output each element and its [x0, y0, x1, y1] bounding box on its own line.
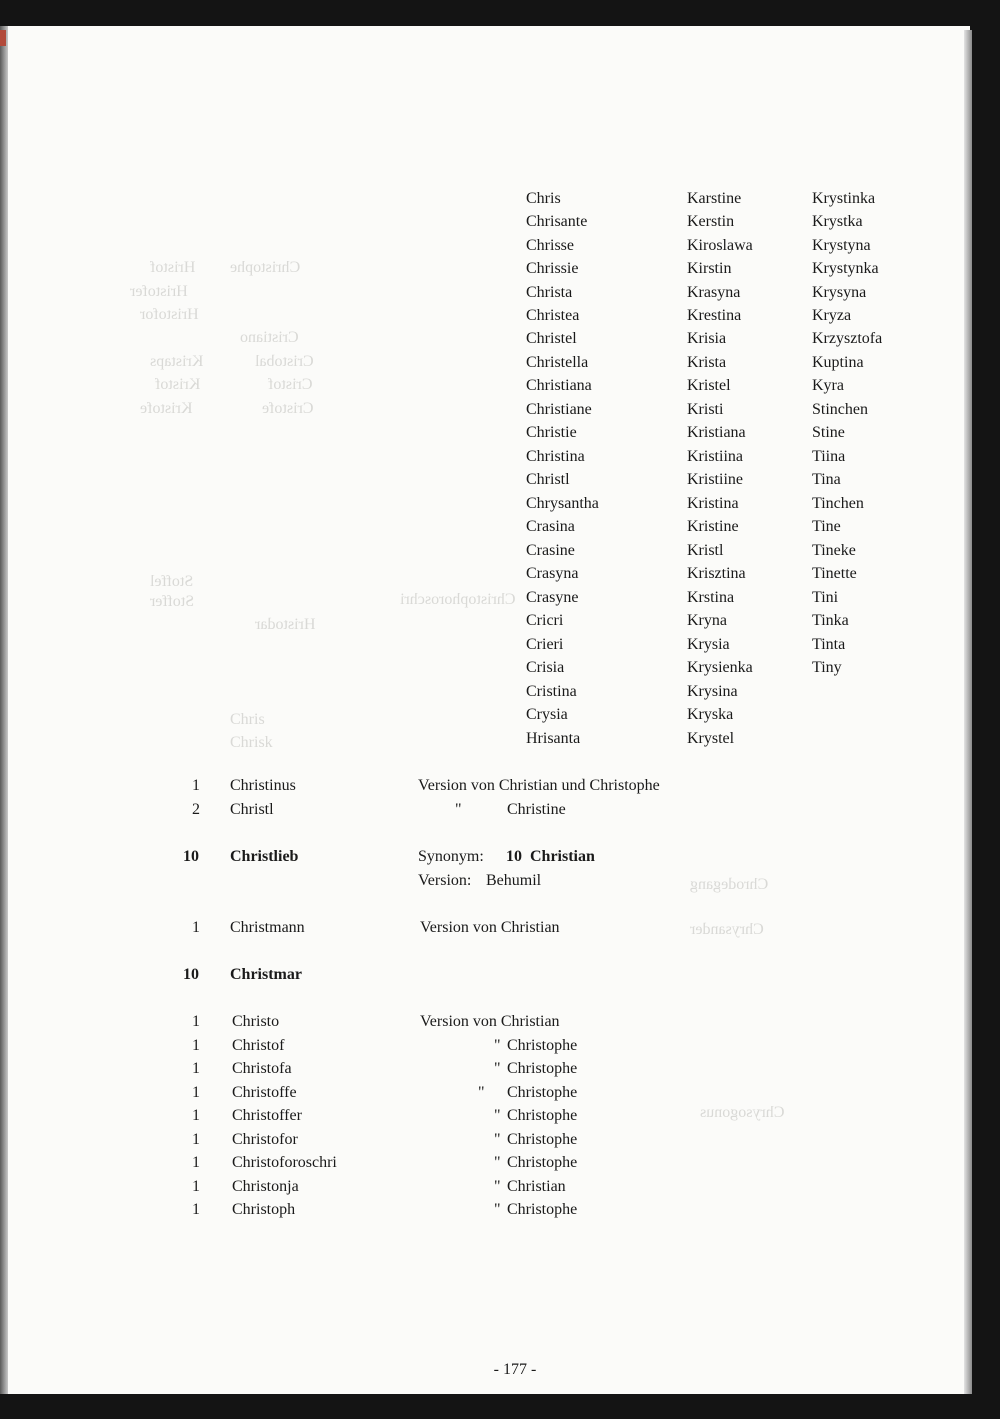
page-edge: [964, 30, 972, 1394]
name-item: Kristi: [687, 401, 724, 418]
edge-mark: [0, 30, 6, 46]
ditto-mark: ": [494, 1060, 501, 1077]
name-item: Krystynka: [812, 260, 879, 277]
ditto-mark: ": [494, 1107, 501, 1124]
entry-number: 1: [192, 1013, 200, 1030]
name-item: Christiane: [526, 401, 592, 418]
entry-description: Version von Christian und Christophe: [418, 777, 660, 794]
entry-number: 1: [192, 1037, 200, 1054]
entry-number: 1: [192, 1131, 200, 1148]
entry-name: Christo: [232, 1013, 280, 1030]
synonym-label: Synonym:: [418, 848, 484, 865]
version-name: Behumil: [486, 872, 542, 889]
entry-name: Christmar: [230, 966, 302, 983]
name-item: Krysina: [687, 683, 738, 700]
name-item: Kryna: [687, 612, 727, 629]
entry-name: Christoffer: [232, 1107, 302, 1124]
entry-reference: Christophe: [507, 1154, 578, 1171]
entry-name: Christoforoschri: [232, 1154, 337, 1171]
entry-reference: Christophe: [507, 1037, 578, 1054]
name-item: Kryza: [812, 307, 852, 324]
entry-name: Christinus: [230, 777, 296, 794]
name-item: Cristina: [526, 683, 577, 700]
name-item: Kiroslawa: [687, 237, 753, 254]
entry-name: Christlieb: [230, 848, 299, 865]
name-item: Krstina: [687, 589, 735, 606]
name-item: Kristine: [687, 518, 739, 535]
entry-name: Christmann: [230, 919, 305, 936]
name-item: Tinchen: [812, 495, 864, 512]
entry-name: Christonja: [232, 1178, 299, 1195]
name-item: Kristl: [687, 542, 724, 559]
entry-number: 1: [192, 919, 200, 936]
name-item: Christea: [526, 307, 580, 324]
name-item: Cricri: [526, 612, 564, 629]
name-item: Christel: [526, 330, 577, 347]
name-item: Kirstin: [687, 260, 732, 277]
name-item: Hrisanta: [526, 730, 581, 747]
version-label: Version:: [418, 872, 472, 889]
name-item: Krystyna: [812, 237, 871, 254]
name-item: Chrysantha: [526, 495, 599, 512]
name-item: Crysia: [526, 706, 568, 723]
entry-reference: Christophe: [507, 1107, 578, 1124]
entry-name: Christofa: [232, 1060, 292, 1077]
entry-number: 1: [192, 1107, 200, 1124]
name-item: Crasyne: [526, 589, 579, 606]
name-item: Tinette: [812, 565, 857, 582]
ditto-mark: ": [478, 1084, 485, 1101]
name-item: Tinta: [812, 636, 846, 653]
ditto-mark: ": [494, 1131, 501, 1148]
entry-name: Christoffe: [232, 1084, 297, 1101]
name-item: Christa: [526, 284, 573, 301]
name-item: Krisia: [687, 330, 727, 347]
name-item: Tine: [812, 518, 841, 535]
synonym-number: 10: [506, 848, 522, 865]
name-item: Krysienka: [687, 659, 753, 676]
entry-name: Christofor: [232, 1131, 298, 1148]
name-item: Stinchen: [812, 401, 868, 418]
synonym-name: Christian: [530, 848, 595, 865]
entry-reference: Christian: [507, 1178, 566, 1195]
ditto-mark: ": [455, 801, 462, 818]
name-item: Crisia: [526, 659, 565, 676]
name-item: Krysia: [687, 636, 730, 653]
name-item: Tiina: [812, 448, 846, 465]
entry-reference: Christophe: [507, 1084, 578, 1101]
name-item: Krisztina: [687, 565, 746, 582]
name-item: Crieri: [526, 636, 564, 653]
name-item: Kerstin: [687, 213, 735, 230]
name-item: Christina: [526, 448, 585, 465]
name-item: Kristiine: [687, 471, 743, 488]
name-item: Krystel: [687, 730, 735, 747]
entry-name: Christl: [230, 801, 274, 818]
name-item: Krista: [687, 354, 727, 371]
name-item: Stine: [812, 424, 845, 441]
entry-number: 10: [183, 848, 199, 865]
name-item: Karstine: [687, 190, 742, 207]
name-item: Tiny: [812, 659, 842, 676]
name-item: Kristel: [687, 377, 731, 394]
entry-number: 1: [192, 1084, 200, 1101]
name-item: Krystka: [812, 213, 863, 230]
entry-number: 2: [192, 801, 200, 818]
entry-number: 1: [192, 777, 200, 794]
name-item: Krystinka: [812, 190, 876, 207]
ditto-mark: ": [494, 1154, 501, 1171]
entry-reference: Christine: [507, 801, 566, 818]
name-item: Christie: [526, 424, 577, 441]
entry-reference: Christophe: [507, 1060, 578, 1077]
name-item: Chrisse: [526, 237, 574, 254]
entry-number: 1: [192, 1178, 200, 1195]
name-item: Chrisante: [526, 213, 588, 230]
name-item: Chrissie: [526, 260, 579, 277]
name-item: Krysyna: [812, 284, 867, 301]
name-item: Kyra: [812, 377, 844, 394]
name-item: Krzysztofa: [812, 330, 883, 347]
ditto-mark: ": [494, 1037, 501, 1054]
entry-name: Christoph: [232, 1201, 296, 1218]
name-item: Kristiana: [687, 424, 746, 441]
ditto-mark: ": [494, 1201, 501, 1218]
entry-name: Christof: [232, 1037, 285, 1054]
name-item: Krestina: [687, 307, 742, 324]
name-item: Kristina: [687, 495, 739, 512]
page-number: - 177 -: [493, 1361, 537, 1378]
entry-reference: Christophe: [507, 1201, 578, 1218]
entry-number: 10: [183, 966, 199, 983]
ditto-mark: ": [494, 1178, 501, 1195]
name-item: Kryska: [687, 706, 734, 723]
name-item: Kristiina: [687, 448, 743, 465]
name-item: Crasyna: [526, 565, 579, 582]
name-item: Crasina: [526, 518, 575, 535]
name-item: Chris: [526, 190, 561, 207]
name-item: Christiana: [526, 377, 592, 394]
name-item: Tineke: [812, 542, 856, 559]
entry-number: 1: [192, 1201, 200, 1218]
name-item: Kuptina: [812, 354, 864, 371]
entry-description: Version von Christian: [420, 1013, 560, 1030]
name-item: Crasine: [526, 542, 575, 559]
name-item: Tini: [812, 589, 839, 606]
name-item: Christl: [526, 471, 570, 488]
entry-reference: Christophe: [507, 1131, 578, 1148]
entry-description: Version von Christian: [420, 919, 560, 936]
entry-number: 1: [192, 1060, 200, 1077]
entry-number: 1: [192, 1154, 200, 1171]
name-item: Christella: [526, 354, 589, 371]
name-item: Tina: [812, 471, 841, 488]
name-item: Krasyna: [687, 284, 741, 301]
name-item: Tinka: [812, 612, 849, 629]
